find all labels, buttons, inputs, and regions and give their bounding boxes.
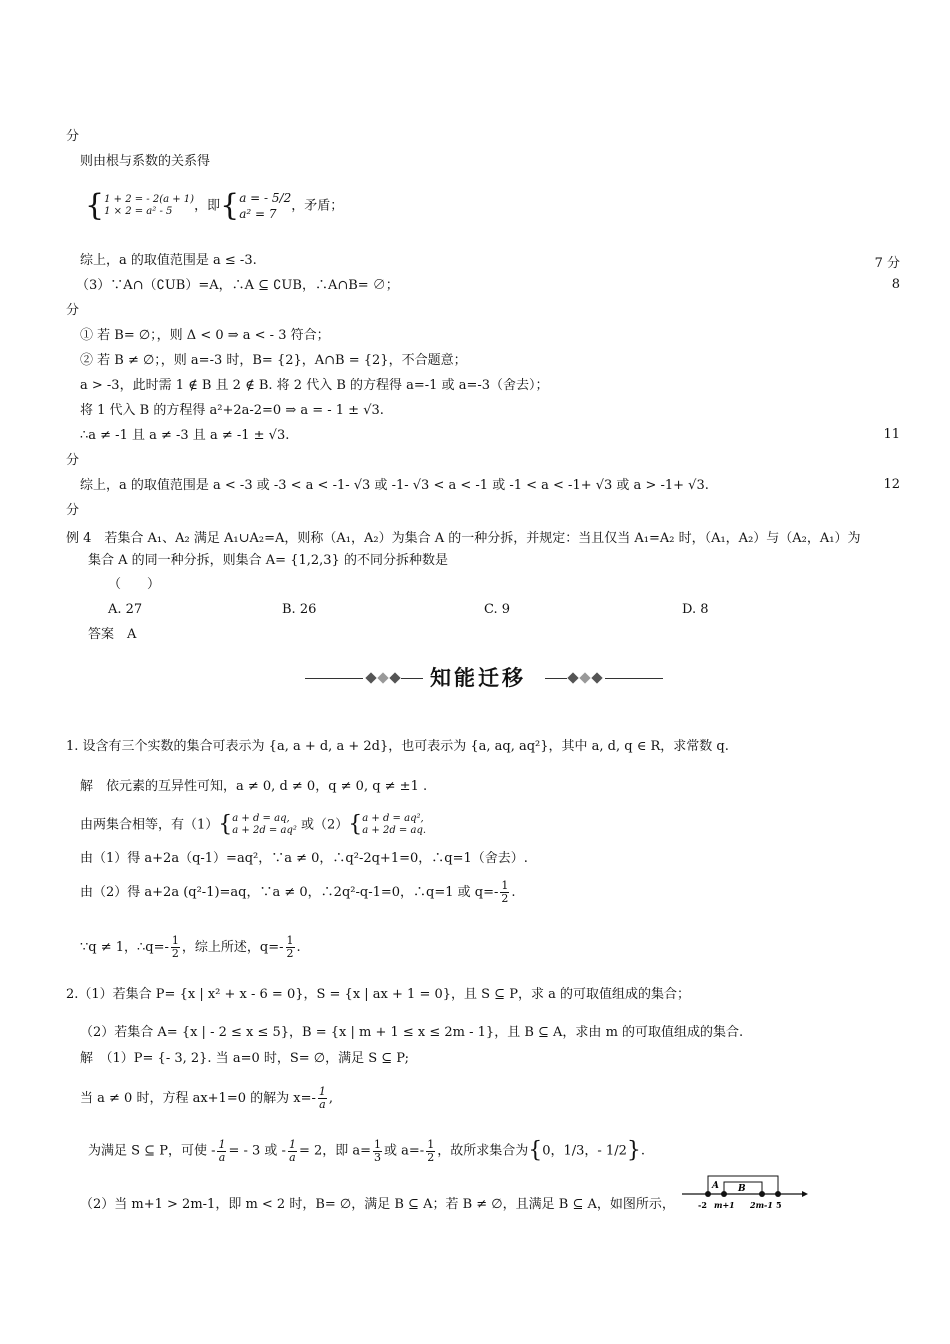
fraction (373, 1139, 382, 1164)
numerator: 1 (318, 1085, 326, 1098)
text: ，故所求集合为 (437, 1143, 529, 1159)
answer-line: 答案 A (88, 627, 137, 642)
text: = 2，即 a= (298, 1143, 372, 1159)
text-line: ① 若 B= ∅；，则 Δ < 0 ⇒ a < - 3 符合； (80, 328, 330, 343)
numerator: 1 (374, 1137, 382, 1151)
text: ∵q ≠ 1，∴q=- (80, 940, 169, 955)
score-mark: 7 分 (874, 256, 900, 271)
tick-label: 5 (776, 1200, 782, 1210)
text: = - 3 或 - (228, 1143, 286, 1159)
equation: 1 + 2 = - 2(a + 1) (104, 194, 195, 205)
numerator: 1 (171, 934, 179, 947)
text-line: 分 (66, 129, 80, 144)
fraction (318, 1086, 327, 1111)
diamond-ornament-icon (365, 672, 376, 683)
fraction (426, 1139, 435, 1164)
solution-line: （2）当 m+1 > 2m-1，即 m < 2 时，B= ∅，满足 B ⊆ A；若 B ≠ ∅，且满足 B ⊆ A，如图所示， (80, 1197, 675, 1212)
score-mark: 8 (891, 277, 900, 292)
divider (305, 678, 363, 679)
question-2-part-2: （2）若集合 A= {x | - 2 ≤ x ≤ 5}，B = {x | m + 1 ≤ x ≤ 2m - 1}，且 B ⊆ A，求由 m 的可取值组成的集合. (80, 1025, 744, 1040)
point (759, 1191, 765, 1197)
point (775, 1191, 781, 1197)
question-2-part-1: 2.（1）若集合 P= {x | x² + x - 6 = 0}，S = {x | ax + 1 = 0}，且 S ⊆ P，求 a 的可取值组成的集合； (66, 987, 690, 1002)
label-a: A (712, 1181, 719, 1191)
label-b: B (738, 1184, 746, 1194)
question-1: 1. 设含有三个实数的集合可表示为 {a, a + d, a + 2d}，也可表示为 {a, aq, aq²}，其中 a, d, q ∈ R，求常数 q. (66, 739, 729, 754)
numerator: 1 (288, 1137, 296, 1151)
solution-line: 解 （1）P= {- 3, 2}. 当 a=0 时，S= ∅，满足 S ⊆ P; (80, 1051, 409, 1066)
solution-line: 由两集合相等，有（1）{ a + d = aq, a + 2d = aq² 或（2）{ a + d = aq², a + 2d = aq. (80, 812, 427, 837)
diamond-ornament-icon (591, 672, 602, 683)
text-line: 则由根与系数的关系得 (80, 154, 211, 169)
fraction (288, 1139, 297, 1164)
text: 当 a ≠ 0 时，方程 ax+1=0 的解为 x=- (80, 1091, 316, 1106)
equation: 1 × 2 = a² - 5 (104, 206, 173, 217)
fraction (286, 935, 295, 960)
text: 或（2） (301, 817, 349, 833)
solution-line: ∵q ≠ 1，∴q=- $\frac{1}{2}$ ，综上所述，q=- $\frac{1}{2}$ . (80, 934, 301, 960)
denominator: 2 (286, 947, 294, 960)
tick-label: 2m-1 (750, 1200, 773, 1210)
divider (401, 678, 423, 679)
text-line: ② 若 B ≠ ∅；，则 a=-3 时，B= {2}，A∩B = {2}，不合题意； (80, 353, 467, 368)
divider (605, 678, 663, 679)
equation: a + 2d = aq² (232, 825, 297, 836)
text: 由两集合相等，有（1） (80, 817, 219, 833)
score-mark: 11 (883, 427, 900, 442)
text: 由（2）得 a+2a (q²-1)=aq，∵a ≠ 0，∴2q²-q-1=0，∴q=1 或 q=- (80, 885, 499, 900)
text-line: 将 1 代入 B 的方程得 a²+2a-2=0 ⇒ a = - 1 ± √3. (80, 403, 384, 418)
solution-line: 由（2）得 a+2a (q²-1)=aq，∵a ≠ 0，∴2q²-q-1=0，∴q=1 或 q=- $\frac{1}{2}$ . (80, 879, 516, 905)
text: ，矛盾； (291, 198, 344, 214)
answer-set: 0，1/3，- 1/2 (542, 1143, 627, 1159)
denominator: a (218, 1150, 226, 1164)
text: 或 a=- (384, 1143, 425, 1159)
solution-line: 当 a ≠ 0 时，方程 ax+1=0 的解为 x=- $\frac{1}{a}$ , (80, 1085, 334, 1111)
text-line: （3）∵A∩（∁UB）=A，∴A ⊆ ∁UB，∴A∩B= ∅； (76, 278, 399, 293)
diamond-ornament-icon (377, 672, 388, 683)
numerator: 1 (218, 1137, 226, 1151)
point (721, 1191, 727, 1197)
example-4-cont: 集合 A 的同一种分拆，则集合 A= {1,2,3} 的不同分拆种数是 (88, 553, 448, 568)
text-line: 分 (66, 453, 80, 468)
text-line: 分 (66, 303, 80, 318)
numerator: 1 (501, 879, 509, 892)
text: ，综上所述，q=- (181, 940, 284, 955)
option-a: A. 27 (108, 602, 143, 617)
section-title: 知能迁移 (430, 666, 526, 690)
point (705, 1191, 711, 1197)
equation-system: { 1 + 2 = - 2(a + 1) 1 × 2 = a² - 5 ，即{ a = - 5/2 a² = 7 ，矛盾； (85, 188, 344, 223)
section-heading (305, 662, 665, 692)
text-line: 综上，a 的取值范围是 a < -3 或 -3 < a < -1- √3 或 -1- √3 < a < -1 或 -1 < a < -1+ √3 或 a > -1+ √3. (80, 478, 709, 493)
text-line: 分 (66, 503, 80, 518)
text-line: a > -3，此时需 1 ∉ B 且 2 ∉ B. 将 2 代入 B 的方程得 a=-1 或 a=-3（舍去）； (80, 378, 549, 393)
denominator: 3 (374, 1150, 382, 1164)
solution-line: 为满足 S ⊆ P，可使 - $\frac{1}{a}$ = - 3 或 - $\frac{1}{a}$ = 2，即 a= $\frac{1}{3}$ 或 a=- $\frac{1}{2}$ ，故所求集合为{0，1/3，- 1/2}. (88, 1137, 645, 1164)
equation: a = - 5/2 (239, 191, 292, 205)
diamond-ornament-icon (579, 672, 590, 683)
equation: a + d = aq², (362, 813, 424, 824)
solution-line: 由（1）得 a+2a（q-1）=aq²，∵a ≠ 0，∴q²-2q+1=0，∴q=1（舍去）. (80, 851, 528, 866)
text: ，即 (194, 198, 221, 214)
denominator: 2 (501, 892, 509, 905)
denominator: 2 (427, 1150, 435, 1164)
equation: a + d = aq, (232, 813, 290, 824)
answer-blank: （ ） (108, 577, 161, 592)
numerator: 1 (427, 1137, 435, 1151)
example-4: 例 4 若集合 A₁、A₂ 满足 A₁∪A₂=A，则称（A₁，A₂）为集合 A 的一种分拆，并规定：当且仅当 A₁=A₂ 时，（A₁，A₂）与（A₂，A₁）为 (66, 531, 861, 546)
equation: a + 2d = aq. (362, 825, 427, 836)
denominator: 2 (171, 947, 179, 960)
fraction (171, 935, 180, 960)
equation: a² = 7 (239, 207, 277, 221)
arrow-icon (802, 1191, 808, 1197)
option-b: B. 26 (282, 602, 317, 617)
number-line-figure (680, 1172, 810, 1212)
option-c: C. 9 (484, 602, 511, 617)
fraction (217, 1139, 226, 1164)
tick-label: m+1 (714, 1200, 735, 1210)
option-d: D. 8 (682, 602, 709, 617)
diamond-ornament-icon (389, 672, 400, 683)
text-line: ∴a ≠ -1 且 a ≠ -3 且 a ≠ -1 ± √3. (80, 428, 290, 443)
denominator: a (289, 1150, 296, 1164)
fraction (500, 880, 509, 905)
tick-label: -2 (698, 1200, 707, 1210)
score-mark: 12 (883, 477, 900, 492)
diamond-ornament-icon (567, 672, 578, 683)
numerator: 1 (286, 934, 294, 947)
solution-line: 解 依元素的互异性可知，a ≠ 0, d ≠ 0，q ≠ 0, q ≠ ±1 . (80, 779, 428, 794)
divider (545, 678, 567, 679)
denominator: a (319, 1098, 326, 1111)
text-line: 综上，a 的取值范围是 a ≤ -3. (80, 253, 257, 268)
text: 为满足 S ⊆ P，可使 - (88, 1143, 216, 1159)
